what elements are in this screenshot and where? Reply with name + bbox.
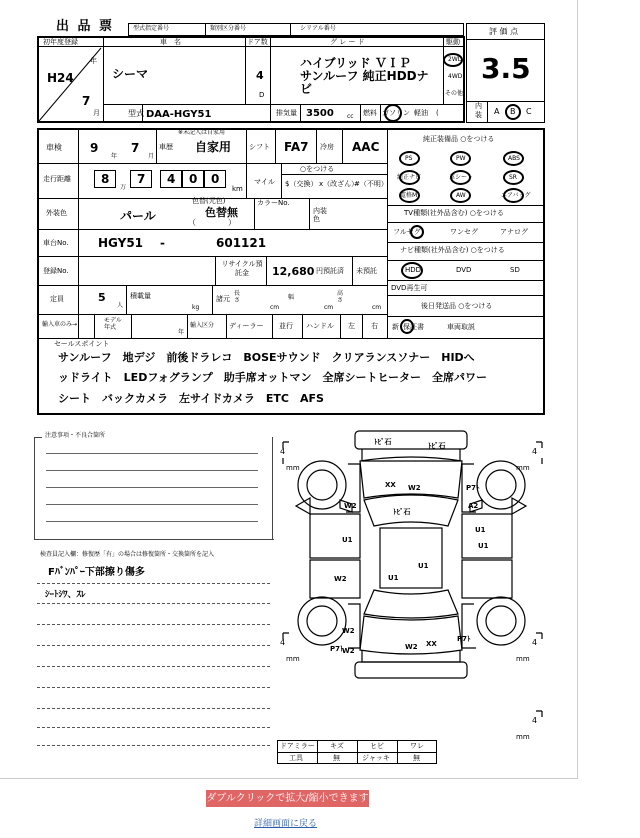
recycle-amount: 12,680 — [272, 265, 315, 278]
legend-header-4: ワレ — [410, 742, 424, 750]
mileage-digit-4: 0 — [189, 172, 198, 186]
serial-number-label: シリアル番号 — [300, 25, 336, 32]
equip-airbag-circle — [503, 188, 524, 203]
fuel-gasoline: ガソリン — [382, 109, 410, 117]
equip-pw-circle — [450, 151, 471, 166]
handle-right: 右 — [371, 322, 378, 330]
drive-2wd-circle — [443, 53, 463, 67]
tire-depth-fl: 4 — [280, 447, 286, 456]
equip-navi: 純正ナビ — [397, 174, 422, 181]
recycle-unit: 円預託済 — [316, 267, 344, 275]
tire-unit-rr: mm — [516, 655, 530, 663]
capacity: 5 — [98, 291, 106, 304]
sales-points-label: セールスポイント — [54, 340, 110, 348]
damage-mark-4: W2 — [408, 484, 421, 492]
tv-oneseg: ワンセグ — [450, 228, 478, 236]
equip-aw: AW — [456, 192, 466, 199]
tire-depth-fr: 4 — [532, 447, 538, 456]
handle-label: ハンドル — [306, 322, 334, 330]
legend-header-2: キズ — [330, 742, 344, 750]
sheet-title: 出 品 票 — [56, 19, 115, 34]
damage-mark-19: XX — [426, 640, 437, 648]
capacity-label: 定員 — [50, 295, 64, 303]
registration-label: 登録No. — [43, 267, 69, 275]
tire-depth-rr: 4 — [532, 638, 538, 647]
equip-pw: PW — [456, 155, 466, 162]
caution-label: 注意事項・不良合箇所 — [45, 432, 106, 439]
grade-line-2: サンルーフ 純正HDDナ — [300, 69, 429, 83]
displacement-unit: cc — [347, 113, 354, 120]
chassis-prefix: HGY51 — [98, 236, 144, 250]
first-registration-label: 初年度登録 — [43, 38, 78, 46]
later-items-header: 後日発送品 ○をつける — [421, 302, 493, 310]
recycle-label: リサイクル預託金 — [221, 260, 263, 277]
type-designation-label: 型式指定番号 — [133, 25, 170, 32]
recycle-status: 未預託 — [356, 267, 377, 275]
later-manual: 車両取説 — [447, 323, 475, 331]
shaken-month-unit: 月 — [148, 153, 155, 160]
later-new: 新 — [392, 323, 399, 331]
dvd-playback-label: DVD再生可 — [391, 284, 428, 292]
body-color: パール — [120, 209, 156, 223]
legend-value-2: 無 — [333, 754, 340, 762]
interior-grade-circle — [505, 104, 521, 120]
equip-abs-circle — [503, 151, 524, 166]
fuel-diesel: 軽油 — [414, 109, 428, 117]
sales-point-line-3: シート バックカメラ 左サイドカメラ ETC AFS — [58, 392, 324, 405]
color-change: 色替無 — [205, 206, 238, 219]
usage-note: ※未記入は自家用 — [178, 129, 226, 136]
mileage-digit-5: 0 — [211, 172, 220, 186]
tire-unit-rl: mm — [286, 655, 300, 663]
year-unit: 年 — [90, 57, 97, 65]
equip-aw-circle — [450, 188, 471, 203]
class-number-label: 類別区分番号 — [210, 25, 247, 32]
tire-unit-spare: mm — [516, 733, 530, 741]
sales-point-line-2: ッドライト LEDフォグランプ 助手席オットマン 全席シートヒーター 全席パワー — [58, 371, 488, 384]
navi-header: ナビ種類(社外品含む) ○をつける — [400, 246, 505, 254]
equip-mirror-circle — [399, 188, 420, 203]
color-label: 外装色 — [46, 209, 67, 217]
grade-line-1: ハイブリッド ＶＩＰ — [300, 56, 411, 70]
score-label: 評 価 点 — [489, 27, 519, 36]
shift: FA7 — [284, 140, 309, 154]
fuel-label: 燃料 — [363, 109, 377, 117]
shift-label: シフト — [249, 143, 270, 151]
damage-mark-8: ﾄﾋﾞ石 — [393, 508, 411, 516]
interior-grade-a: A — [494, 107, 500, 116]
tv-analog: アナログ — [500, 228, 528, 236]
color-number-label: カラーNo. — [257, 199, 290, 207]
interior-label-1: 内 — [475, 102, 482, 110]
damage-mark-15: W2 — [342, 627, 355, 635]
car-name-label: 車 名 — [160, 38, 181, 46]
equip-abs: ABS — [508, 155, 520, 162]
ac-label: 冷房 — [320, 143, 334, 151]
serial-strip — [128, 23, 464, 36]
damage-mark-10: U1 — [342, 536, 353, 544]
navi-hdd-circle — [401, 262, 423, 279]
displacement-label: 排気量 — [276, 109, 297, 117]
equip-airbag: エアバッグ — [501, 192, 531, 199]
tire-unit-fr: mm — [516, 464, 530, 472]
usage: 自家用 — [195, 140, 232, 154]
damage-mark-18: W2 — [405, 643, 418, 651]
inspector-note-1: Fﾊﾞﾝﾊﾟｰ下部擦り傷多 — [48, 567, 145, 578]
chassis-label: 車台No. — [43, 239, 69, 247]
sales-point-line-1: サンルーフ 地デジ 前後ドラレコ BOSEサウンド クリアランスソナー HIDへ — [58, 351, 475, 364]
model-code: DAA-HGY51 — [146, 109, 212, 120]
navi-hdd: HDD — [405, 266, 422, 274]
dim-width-unit: cm — [324, 304, 334, 311]
fuel-paren: ( — [436, 109, 439, 117]
mile-label: マイル — [254, 178, 275, 186]
damage-mark-17: P7ﾄ — [330, 645, 344, 653]
legend-value-3: ジャッキ — [362, 754, 390, 762]
capacity-unit: 人 — [117, 302, 124, 309]
load-label: 積載量 — [130, 292, 151, 300]
import-dealer: ディーラー — [229, 322, 264, 330]
interior-grade-c: C — [526, 107, 532, 116]
drive-2wd: 2WD — [448, 56, 463, 63]
later-warranty: 保証書 — [403, 323, 424, 331]
damage-mark-11: U1 — [478, 542, 489, 550]
import-type-label: 輸入区分 — [190, 322, 215, 329]
equip-ps: PS — [405, 155, 413, 162]
meter-option-exchanged: $（交換） — [285, 180, 318, 188]
shaken-month: 7 — [131, 141, 140, 155]
dim-width-label: 幅 — [288, 294, 295, 301]
model-year-label: モデル年式 — [104, 317, 122, 331]
grade-line-3: ビ — [300, 82, 313, 96]
damage-mark-5: P7ﾄ — [466, 484, 480, 492]
model-label: 型式 — [128, 109, 144, 118]
damage-mark-1: ﾄﾋﾞ石 — [374, 438, 392, 446]
first-registration-month: 7 — [82, 94, 91, 108]
tire-depth-spare: 4 — [532, 716, 538, 725]
shaken-year-unit: 年 — [111, 153, 118, 160]
tv-fullseg-circle — [410, 225, 424, 239]
damage-mark-13: U1 — [388, 574, 399, 582]
inspector-label: 検査員記入欄：修復歴「有」の場合は修復箇所・交換箇所を記入 — [40, 551, 215, 558]
door-count: 4 — [256, 69, 264, 82]
damage-mark-2: ﾄﾋﾞ石 — [428, 442, 446, 450]
fuel-gasoline-circle — [384, 104, 402, 122]
tire-unit-fl: mm — [286, 464, 300, 472]
damage-mark-9: U1 — [475, 526, 486, 534]
dim-length-unit: cm — [270, 304, 280, 311]
interior-grade-b: B — [510, 107, 516, 116]
drive-4wd: 4WD — [448, 73, 463, 80]
later-warranty-circle — [400, 319, 414, 334]
legend-header-3: ヒビ — [370, 742, 384, 750]
mileage-label: 走行距離 — [43, 175, 71, 183]
dim-length-label: 長さ — [234, 290, 241, 304]
usage-label: 車歴 — [159, 143, 173, 151]
navi-sd: SD — [510, 266, 520, 274]
car-damage-diagram — [280, 428, 565, 758]
damage-mark-16: W2 — [342, 647, 355, 655]
import-parallel: 並行 — [279, 322, 293, 330]
damage-mark-14: U1 — [418, 562, 429, 570]
damage-mark-6: A2 — [468, 502, 479, 510]
drive-label: 駆動 — [446, 38, 460, 46]
legend-value-1: 工具 — [289, 754, 303, 762]
first-registration-year: H24 — [47, 71, 74, 85]
zoom-toggle-button[interactable]: ダブルクリックで拡大/縮小できます — [206, 790, 369, 807]
shaken-label: 車検 — [46, 143, 62, 152]
tire-depth-rl: 4 — [280, 638, 286, 647]
color-change-paren: （ ） — [188, 218, 236, 227]
displacement: 3500 — [306, 108, 334, 119]
dim-height-label: 高さ — [337, 290, 344, 304]
equip-mirror: 電格M — [400, 192, 418, 199]
interior-label-2: 装 — [475, 111, 482, 119]
color-change-label: 色替(元色) — [192, 197, 226, 205]
car-name: シーマ — [112, 67, 149, 81]
model-year-unit: 年 — [178, 329, 185, 336]
back-to-detail-link[interactable]: 詳細画面に戻る — [254, 819, 318, 829]
handle-left: 左 — [348, 322, 355, 330]
evaluation-score: 3.5 — [481, 52, 531, 85]
mileage-digit-3: 4 — [167, 172, 176, 186]
interior-color-label: 内装色 — [313, 207, 327, 224]
door-suffix: D — [259, 91, 265, 99]
chassis-number: 601121 — [216, 236, 267, 250]
equip-sr-circle — [503, 170, 524, 185]
drive-other: その他 — [445, 90, 464, 97]
dims-label: 諸元 — [216, 295, 230, 303]
damage-mark-12: W2 — [334, 575, 347, 583]
equip-leather-circle — [449, 170, 474, 185]
inspector-note-2: ｼｰﾄｼﾜ、ｽﾚ — [45, 590, 86, 600]
damage-mark-3: XX — [385, 481, 396, 489]
load-unit: kg — [192, 304, 200, 311]
legend-value-4: 無 — [413, 754, 420, 762]
equipment-header: 純正装備品 ○をつける — [423, 135, 495, 143]
mileage-digit-1: 8 — [101, 172, 110, 186]
tv-fullseg: フルセグ — [393, 228, 421, 236]
ac: AAC — [352, 140, 380, 154]
tv-header: TV種類(社外品含む) ○をつける — [404, 209, 504, 217]
grade-label: グ レ ー ド — [330, 38, 365, 46]
equip-navi-circle — [399, 170, 420, 185]
meter-option-unknown: #（不明） — [354, 180, 388, 188]
meter-option-tampered: x（改ざん） — [319, 180, 359, 188]
mileage-km-unit: km — [232, 185, 243, 193]
damage-mark-20: P7ﾄ — [457, 635, 471, 643]
meter-header: ○をつける — [300, 165, 335, 173]
door-count-label: ドア数 — [247, 38, 268, 46]
shaken-year: 9 — [90, 141, 99, 155]
mileage-man-unit: 万 — [120, 184, 127, 191]
import-label: 輸入車のみ→ — [42, 321, 78, 328]
legend-header-1: ドアミラー — [280, 742, 315, 750]
chassis-dash: - — [160, 236, 165, 250]
equip-ps-circle — [399, 151, 420, 166]
dim-height-unit: cm — [372, 304, 382, 311]
equip-leather: 革シート — [449, 174, 474, 181]
damage-mark-7: W2 — [344, 502, 357, 510]
mileage-digit-2: 7 — [137, 172, 146, 186]
equip-sr: SR — [509, 174, 517, 181]
month-unit: 月 — [93, 109, 100, 117]
navi-dvd: DVD — [456, 266, 472, 274]
